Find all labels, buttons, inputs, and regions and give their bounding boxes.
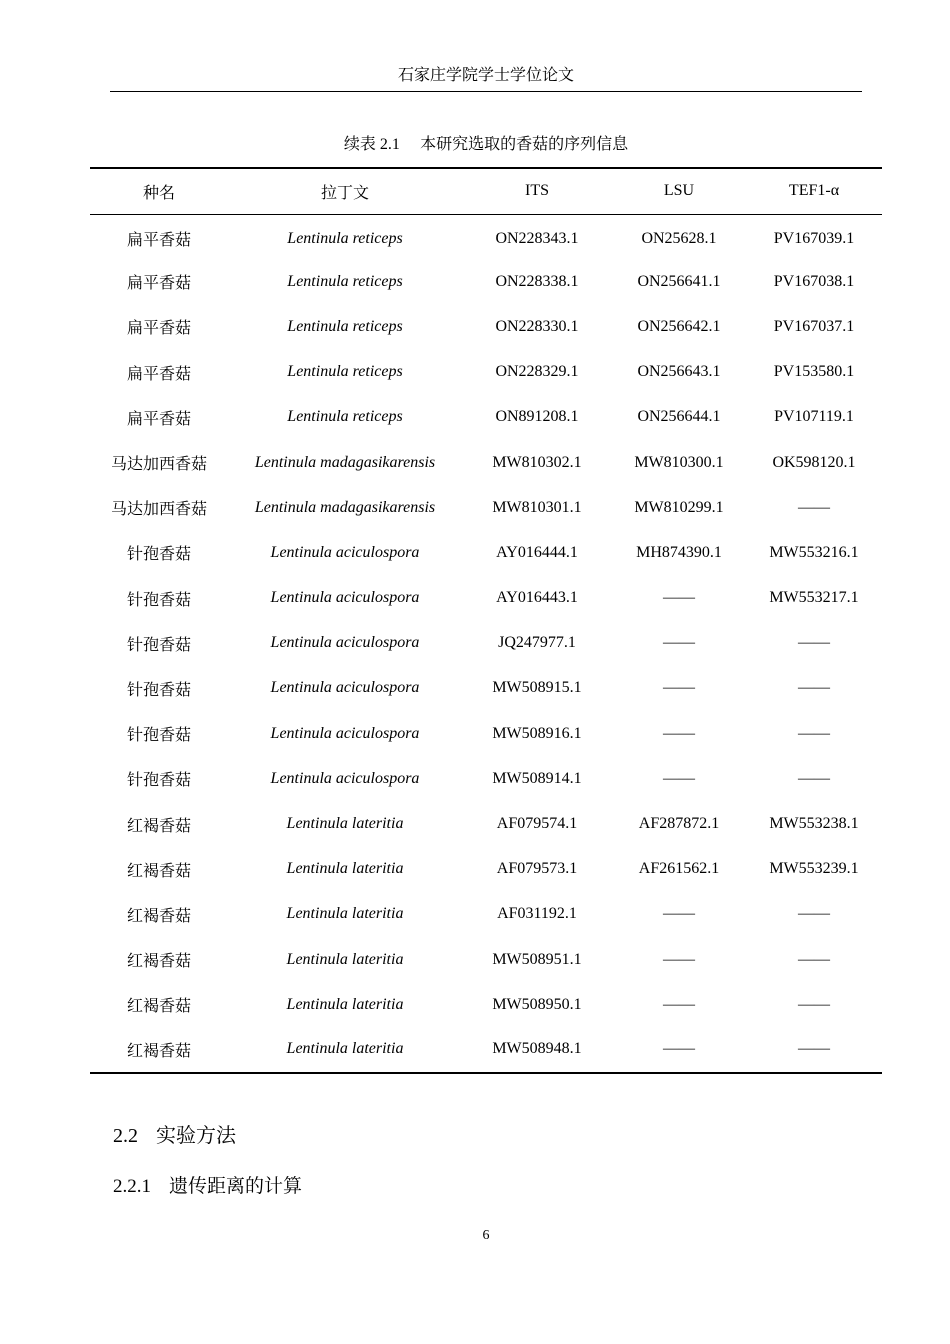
tef1-cell: MW553239.1	[769, 860, 859, 878]
species-cell: 针孢香菇	[126, 772, 191, 790]
tef1-cell: PV107119.1	[774, 408, 854, 426]
tef1-cell: MW553238.1	[769, 815, 859, 833]
table-row	[90, 982, 882, 1027]
table-row	[90, 350, 882, 395]
tef1-cell: PV167037.1	[773, 317, 855, 335]
header-tef1: TEF1-α	[788, 182, 840, 200]
latin-name-cell: Lentinula madagasikarensis	[254, 498, 436, 516]
lsu-cell: ON25628.1	[641, 229, 717, 247]
latin-name-cell: Lentinula aciculospora	[270, 724, 420, 742]
table-row	[90, 530, 882, 575]
latin-name-cell: Lentinula lateritia	[286, 860, 404, 878]
table-header-row	[90, 168, 882, 214]
page-header: 石家庄学院学士学位论文	[397, 67, 574, 84]
tef1-cell: MW553217.1	[769, 589, 859, 607]
lsu-cell: AF287872.1	[638, 815, 720, 833]
species-cell: 针孢香菇	[126, 546, 191, 564]
species-cell: 扁平香菇	[126, 410, 191, 428]
latin-name-cell: Lentinula aciculospora	[270, 679, 420, 697]
tef1-cell: ——	[798, 1040, 830, 1058]
tef1-cell: ——	[798, 679, 830, 697]
species-cell: 扁平香菇	[126, 275, 191, 293]
its-cell: MW508951.1	[492, 950, 582, 968]
table-row	[90, 259, 882, 304]
header-lsu: LSU	[663, 182, 695, 200]
header-latin-name: 拉丁文	[320, 184, 369, 202]
latin-name-cell: Lentinula aciculospora	[270, 589, 420, 607]
tef1-cell: ——	[798, 724, 830, 742]
table-row	[90, 666, 882, 711]
tef1-cell: ——	[798, 769, 830, 787]
its-cell: AY016444.1	[496, 543, 578, 561]
lsu-cell: MW810299.1	[634, 498, 724, 516]
lsu-cell: ——	[663, 995, 695, 1013]
sequence-table	[90, 167, 882, 1074]
its-cell: MW810302.1	[492, 453, 582, 471]
latin-name-cell: Lentinula reticeps	[287, 272, 403, 290]
lsu-cell: ——	[663, 679, 695, 697]
its-cell: ON228338.1	[495, 272, 579, 290]
section-title: 遗传距离的计算	[169, 1175, 303, 1197]
its-cell: ON228330.1	[495, 317, 579, 335]
section-number: 2.2	[113, 1125, 138, 1147]
its-cell: AY016443.1	[496, 589, 578, 607]
lsu-cell: AF261562.1	[638, 860, 720, 878]
latin-name-cell: Lentinula aciculospora	[270, 543, 420, 561]
table-row	[90, 937, 882, 982]
latin-name-cell: Lentinula aciculospora	[270, 634, 420, 652]
table-row	[90, 847, 882, 892]
table-row	[90, 711, 882, 756]
tef1-cell: OK598120.1	[772, 453, 856, 471]
table-row	[90, 621, 882, 666]
sequence-table-container	[90, 167, 882, 1074]
lsu-cell: ON256641.1	[637, 272, 721, 290]
species-cell: 红褐香菇	[126, 907, 191, 925]
table-body	[90, 214, 882, 1073]
section-heading-2-2	[113, 1122, 236, 1149]
species-cell: 红褐香菇	[126, 862, 191, 880]
page-number: 6	[482, 1228, 490, 1243]
lsu-cell: ——	[663, 589, 695, 607]
table-row	[90, 576, 882, 621]
header-divider	[110, 91, 862, 92]
species-cell: 红褐香菇	[126, 817, 191, 835]
its-cell: MW508950.1	[492, 995, 582, 1013]
lsu-cell: ——	[663, 769, 695, 787]
table-row	[90, 485, 882, 530]
lsu-cell: ——	[663, 950, 695, 968]
latin-name-cell: Lentinula reticeps	[287, 317, 403, 335]
lsu-cell: ——	[663, 905, 695, 923]
tef1-cell: ——	[798, 905, 830, 923]
its-cell: AF031192.1	[497, 905, 577, 923]
tef1-cell: MW553216.1	[769, 543, 859, 561]
tef1-cell: ——	[798, 995, 830, 1013]
species-cell: 扁平香菇	[126, 365, 191, 383]
latin-name-cell: Lentinula reticeps	[287, 363, 403, 381]
table-row	[90, 756, 882, 801]
latin-name-cell: Lentinula aciculospora	[270, 769, 420, 787]
header-species: 种名	[142, 184, 175, 202]
header-its: ITS	[525, 182, 549, 200]
species-cell: 针孢香菇	[126, 591, 191, 609]
section-heading-2-2-1	[113, 1173, 302, 1200]
table-row	[90, 1027, 882, 1072]
latin-name-cell: Lentinula madagasikarensis	[254, 453, 436, 471]
lsu-cell: MH874390.1	[636, 543, 722, 561]
latin-name-cell: Lentinula lateritia	[286, 815, 404, 833]
its-cell: AF079573.1	[496, 860, 578, 878]
latin-name-cell: Lentinula reticeps	[287, 229, 403, 247]
its-cell: MW508916.1	[492, 724, 582, 742]
species-cell: 扁平香菇	[126, 320, 191, 338]
its-cell: ON228329.1	[495, 363, 579, 381]
lsu-cell: ON256642.1	[637, 317, 721, 335]
lsu-cell: ——	[663, 634, 695, 652]
section-title: 实验方法	[156, 1123, 236, 1147]
section-number: 2.2.1	[113, 1176, 151, 1197]
tef1-cell: ——	[798, 498, 830, 516]
table-row	[90, 440, 882, 485]
its-cell: ON228343.1	[495, 229, 579, 247]
lsu-cell: ON256643.1	[637, 363, 721, 381]
its-cell: JQ247977.1	[498, 634, 576, 652]
species-cell: 马达加西香菇	[110, 501, 207, 519]
species-cell: 红褐香菇	[126, 953, 191, 971]
species-cell: 马达加西香菇	[110, 456, 207, 474]
table-row	[90, 395, 882, 440]
its-cell: AF079574.1	[496, 815, 578, 833]
its-cell: MW810301.1	[492, 498, 582, 516]
table-row	[90, 892, 882, 937]
tef1-cell: PV167038.1	[773, 272, 855, 290]
tef1-cell: PV167039.1	[773, 229, 855, 247]
latin-name-cell: Lentinula lateritia	[286, 950, 404, 968]
species-cell: 针孢香菇	[126, 681, 191, 699]
lsu-cell: ON256644.1	[637, 408, 721, 426]
its-cell: MW508914.1	[492, 769, 582, 787]
tef1-cell: ——	[798, 634, 830, 652]
table-caption	[90, 134, 882, 155]
latin-name-cell: Lentinula lateritia	[286, 995, 404, 1013]
species-cell: 红褐香菇	[126, 998, 191, 1016]
tef1-cell: PV153580.1	[773, 363, 855, 381]
latin-name-cell: Lentinula reticeps	[287, 408, 403, 426]
table-row	[90, 801, 882, 846]
its-cell: MW508915.1	[492, 679, 582, 697]
table-row	[90, 304, 882, 349]
its-cell: MW508948.1	[492, 1040, 582, 1058]
species-cell: 红褐香菇	[126, 1042, 191, 1060]
lsu-cell: MW810300.1	[634, 453, 724, 471]
table-caption-label: 续表 2.1	[343, 136, 400, 153]
its-cell: ON891208.1	[495, 408, 579, 426]
lsu-cell: ——	[663, 724, 695, 742]
species-cell: 扁平香菇	[126, 232, 191, 250]
latin-name-cell: Lentinula lateritia	[286, 905, 404, 923]
species-cell: 针孢香菇	[126, 636, 191, 654]
table-row	[90, 214, 882, 259]
species-cell: 针孢香菇	[126, 727, 191, 745]
latin-name-cell: Lentinula lateritia	[286, 1040, 404, 1058]
tef1-cell: ——	[798, 950, 830, 968]
lsu-cell: ——	[663, 1040, 695, 1058]
table-caption-title: 本研究选取的香菇的序列信息	[420, 134, 629, 153]
